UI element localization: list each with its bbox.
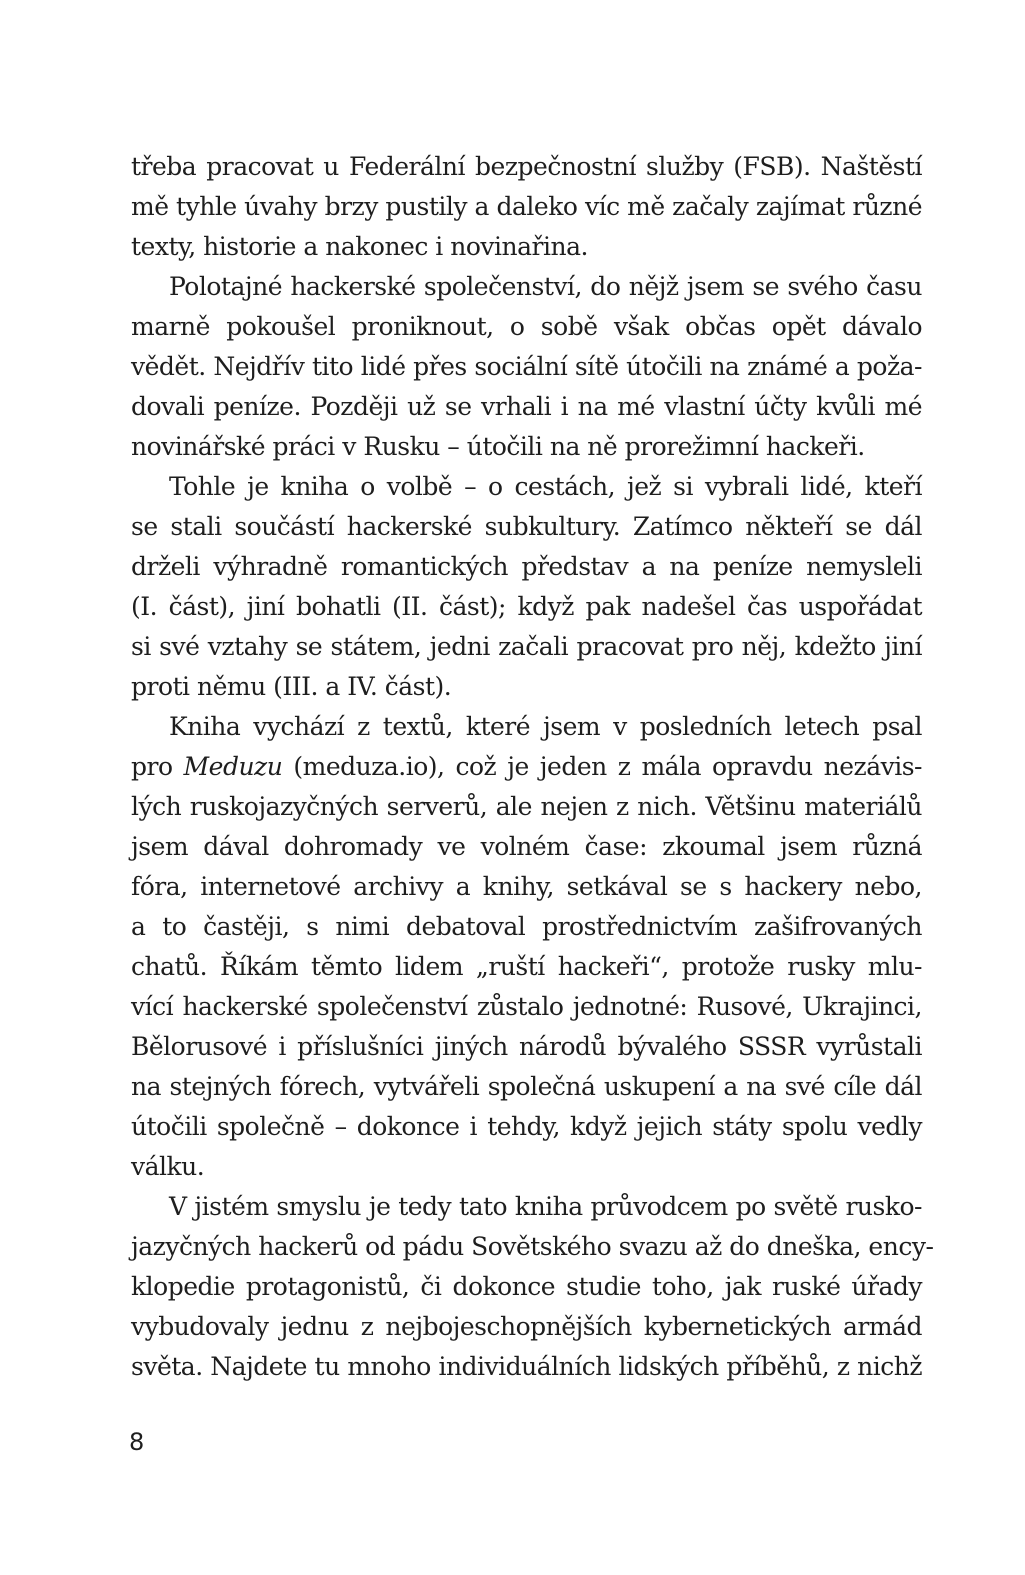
text-line: lých ruskojazyčných serverů, ale nejen z nich. Většinu materiálů <box>131 792 922 821</box>
text-fragment: (meduza.io), což je jeden z mála opravdu nezávis- <box>293 752 923 781</box>
text-line: klopedie protagonistů, či dokonce studie toho, jak ruské úřady <box>131 1272 922 1301</box>
text-line: na stejných fórech, vytvářeli společná uskupení a na své cíle dál <box>131 1072 922 1101</box>
text-line: texty, historie a nakonec i novinařina. <box>131 232 588 261</box>
text-line: jsem dával dohromady ve volném čase: zkoumal jsem různá <box>131 832 922 861</box>
text-line: vybudovaly jednu z nejbojeschopnějších kybernetických armád <box>131 1312 922 1341</box>
text-line: novinářské práci v Rusku – útočili na ně prorežimní hackeři. <box>131 432 865 461</box>
text-line: (I. část), jiní bohatli (II. část); když pak nadešel čas uspořádat <box>131 592 922 621</box>
text-line: chatů. Říkám těmto lidem „ruští hackeři“, protože rusky mlu- <box>131 952 922 981</box>
text-line: vící hackerské společenství zůstalo jednotné: Rusové, Ukrajinci, <box>131 992 922 1021</box>
text-fragment: pro <box>131 752 173 781</box>
paragraph-first-line: Kniha vychází z textů, které jsem v posledních letech psal <box>169 712 922 741</box>
text-line: jazyčných hackerů od pádu Sovětského svazu až do dneška, ency- <box>131 1232 934 1261</box>
text-line: se stali součástí hackerské subkultury. Zatímco někteří se dál <box>131 512 922 541</box>
paragraph-first-line: V jistém smyslu je tedy tato kniha průvodcem po světě rusko- <box>169 1192 922 1221</box>
page-number: 8 <box>129 1428 145 1456</box>
text-line: proti němu (III. a IV. část). <box>131 672 452 701</box>
text-line: světa. Najdete tu mnoho individuálních lidských příběhů, z nichž <box>131 1352 922 1381</box>
text-line: Bělorusové i příslušníci jiných národů bývalého SSSR vyrůstali <box>131 1032 922 1061</box>
text-line: třeba pracovat u Federální bezpečnostní služby (FSB). Naštěstí <box>131 152 922 181</box>
paragraph-first-line: Polotajné hackerské společenství, do nějž jsem se svého času <box>169 272 922 301</box>
text-line: drželi výhradně romantických představ a na peníze nemysleli <box>131 552 922 581</box>
text-line-with-italic <box>131 747 922 787</box>
text-line: útočili společně – dokonce i tehdy, když jejich státy spolu vedly <box>131 1112 922 1141</box>
text-line: dovali peníze. Později už se vrhali i na mé vlastní účty kvůli mé <box>131 392 922 421</box>
text-line: mě tyhle úvahy brzy pustily a daleko víc mě začaly zajímat různé <box>131 192 922 221</box>
paragraph-first-line: Tohle je kniha o volbě – o cestách, jež si vybrali lidé, kteří <box>169 472 922 501</box>
text-line: si své vztahy se státem, jedni začali pracovat pro něj, kdežto jiní <box>131 632 922 661</box>
text-line: vědět. Nejdřív tito lidé přes sociální sítě útočili na známé a poža- <box>131 352 922 381</box>
italic-title: Meduzu <box>183 752 283 781</box>
text-line: a to častěji, s nimi debatoval prostřednictvím zašifrovaných <box>131 912 922 941</box>
body-text <box>131 147 934 1387</box>
text-line: marně pokoušel proniknout, o sobě však občas opět dávalo <box>131 312 922 341</box>
text-line: válku. <box>131 1152 205 1181</box>
text-line: fóra, internetové archivy a knihy, setkával se s hackery nebo, <box>131 872 922 901</box>
